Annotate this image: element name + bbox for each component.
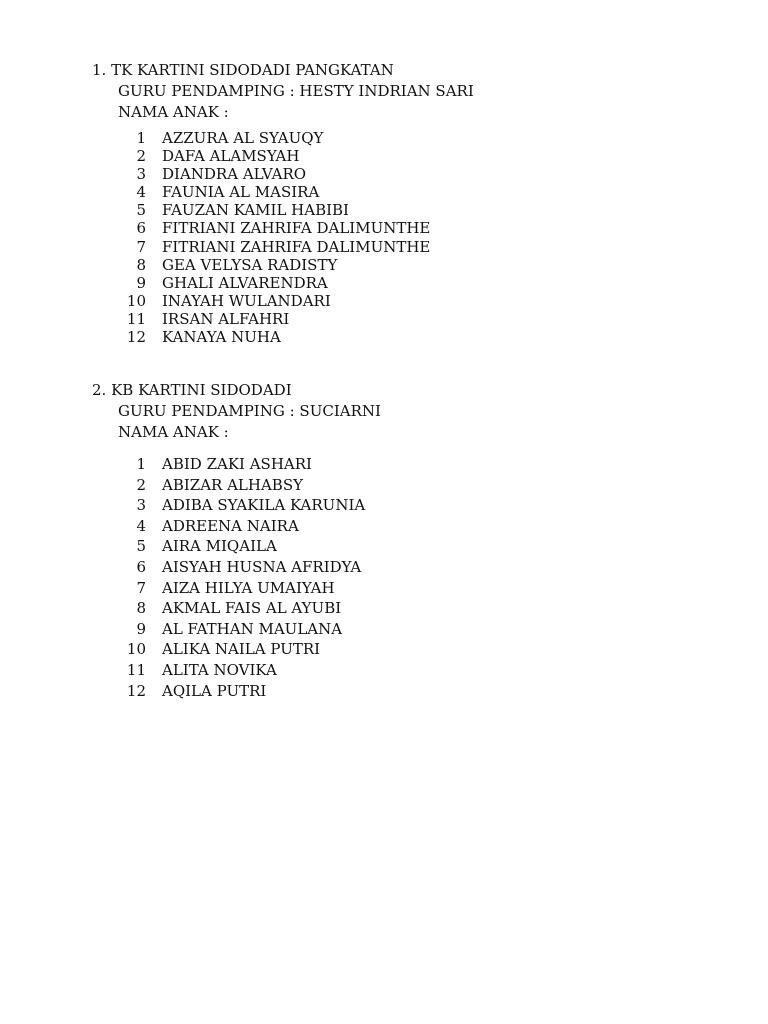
list-item — [92, 454, 732, 475]
section-title: 2. KB KARTINI SIDODADI — [92, 381, 292, 399]
child-name: GHALI ALVARENDRA — [162, 273, 328, 292]
child-number: 8 — [136, 255, 146, 274]
child-name: INAYAH WULANDARI — [162, 291, 331, 310]
list-item — [92, 516, 732, 537]
list-item — [92, 274, 732, 292]
child-number: 11 — [126, 309, 146, 328]
child-number: 4 — [136, 516, 146, 535]
list-item — [92, 147, 732, 165]
child-name: ALITA NOVIKA — [162, 660, 277, 679]
nama-anak-label: NAMA ANAK : — [118, 103, 229, 121]
guru-pendamping: GURU PENDAMPING : SUCIARNI — [118, 402, 381, 420]
child-name: ADIBA SYAKILA KARUNIA — [162, 496, 366, 515]
child-number: 10 — [126, 291, 146, 310]
list-item — [92, 619, 732, 640]
guru-pendamping: GURU PENDAMPING : HESTY INDRIAN SARI — [118, 82, 474, 100]
list-item — [92, 129, 732, 147]
child-name: FAUZAN KAMIL HABIBI — [162, 201, 349, 220]
child-name: ADREENA NAIRA — [162, 516, 299, 535]
list-item — [92, 219, 732, 237]
child-name: AISYAH HUSNA AFRIDYA — [162, 557, 362, 576]
children-list — [92, 454, 732, 701]
list-item — [92, 681, 732, 702]
child-number: 3 — [136, 496, 146, 515]
child-name: ALIKA NAILA PUTRI — [162, 640, 321, 659]
child-number: 2 — [136, 475, 146, 494]
child-number: 2 — [136, 147, 146, 166]
list-item — [92, 310, 732, 328]
child-number: 11 — [126, 660, 146, 679]
list-item — [92, 598, 732, 619]
list-item — [92, 536, 732, 557]
child-number: 7 — [136, 237, 146, 256]
list-item — [92, 578, 732, 599]
child-number: 7 — [136, 578, 146, 597]
list-item — [92, 328, 732, 346]
child-name: FAUNIA AL MASIRA — [162, 183, 320, 202]
list-item — [92, 475, 732, 496]
child-name: AL FATHAN MAULANA — [162, 619, 343, 638]
child-name: DIANDRA ALVARO — [162, 165, 307, 184]
child-name: AIRA MIQAILA — [162, 537, 277, 556]
child-number: 6 — [136, 219, 146, 238]
child-name: KANAYA NUHA — [162, 328, 281, 347]
child-number: 5 — [136, 537, 146, 556]
child-name: ABID ZAKI ASHARI — [162, 455, 312, 473]
section-tk-kartini — [92, 60, 732, 346]
child-number: 1 — [136, 129, 146, 147]
child-number: 4 — [136, 183, 146, 202]
list-item — [92, 639, 732, 660]
child-number: 10 — [126, 640, 146, 659]
child-name: DAFA ALAMSYAH — [162, 147, 300, 166]
child-number: 8 — [136, 599, 146, 618]
child-name: FITRIANI ZAHRIFA DALIMUNTHE — [162, 219, 431, 238]
child-number: 6 — [136, 557, 146, 576]
child-name: AZZURA AL SYAUQY — [162, 129, 324, 147]
children-list — [92, 129, 732, 346]
child-name: GEA VELYSA RADISTY — [162, 255, 338, 274]
section-kb-kartini — [92, 380, 732, 701]
child-name: AQILA PUTRI — [162, 681, 267, 700]
list-item — [92, 557, 732, 578]
child-number: 9 — [136, 619, 146, 638]
child-number: 5 — [136, 201, 146, 220]
child-number: 1 — [136, 455, 146, 473]
child-number: 12 — [126, 681, 146, 700]
child-name: IRSAN ALFAHRI — [162, 309, 290, 328]
section-title: 1. TK KARTINI SIDODADI PANGKATAN — [92, 61, 394, 79]
child-name: FITRIANI ZAHRIFA DALIMUNTHE — [162, 237, 431, 256]
child-name: AIZA HILYA UMAIYAH — [162, 578, 335, 597]
list-item — [92, 256, 732, 274]
child-number: 3 — [136, 165, 146, 184]
list-item — [92, 495, 732, 516]
list-item — [92, 201, 732, 219]
list-item — [92, 292, 732, 310]
list-item — [92, 238, 732, 256]
child-name: AKMAL FAIS AL AYUBI — [162, 599, 342, 618]
nama-anak-label: NAMA ANAK : — [118, 423, 229, 441]
list-item — [92, 183, 732, 201]
list-item — [92, 660, 732, 681]
child-number: 12 — [126, 328, 146, 347]
list-item — [92, 165, 732, 183]
child-number: 9 — [136, 273, 146, 292]
child-name: ABIZAR ALHABSY — [162, 475, 304, 494]
